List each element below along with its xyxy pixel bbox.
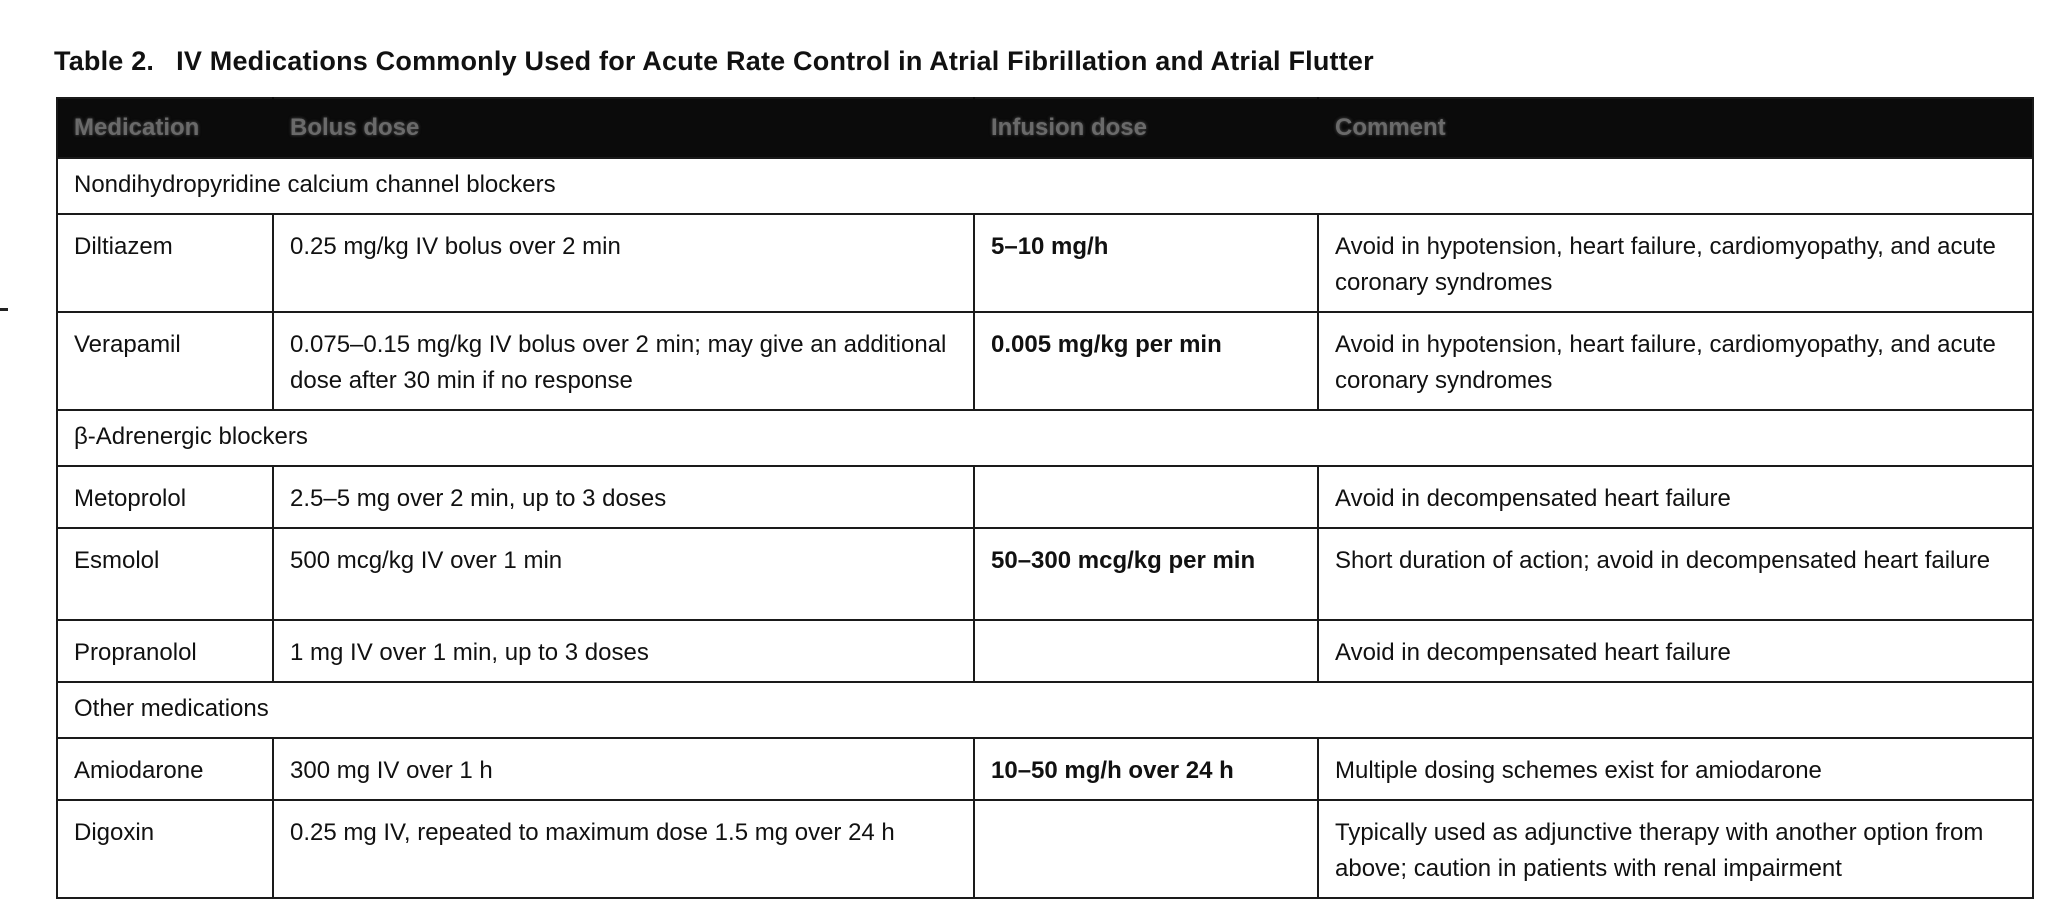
medication-cell: Diltiazem — [57, 214, 273, 312]
header-medication: Medication — [57, 98, 273, 158]
table-row — [57, 738, 2033, 800]
table-label: Table 2. — [54, 46, 155, 76]
comment-cell: Avoid in hypotension, heart failure, cardiomyopathy, and acute coronary syndromes — [1318, 312, 2033, 410]
table-row — [57, 528, 2033, 620]
medication-cell: Verapamil — [57, 312, 273, 410]
table-row — [57, 800, 2033, 898]
comment-cell: Short duration of action; avoid in decompensated heart failure — [1318, 528, 2033, 620]
header-infusion-dose: Infusion dose — [974, 98, 1318, 158]
bolus-cell: 0.25 mg/kg IV bolus over 2 min — [273, 214, 974, 312]
bolus-cell: 0.25 mg IV, repeated to maximum dose 1.5 mg over 24 h — [273, 800, 974, 898]
margin-mark — [0, 308, 8, 311]
group-row — [57, 682, 2033, 738]
group-row — [57, 410, 2033, 466]
table-title — [54, 46, 1374, 77]
infusion-cell — [974, 800, 1318, 898]
infusion-cell: 50–300 mcg/kg per min — [974, 528, 1318, 620]
table-title-text: IV Medications Commonly Used for Acute Rate Control in Atrial Fibrillation and Atrial Flutter — [176, 46, 1374, 76]
comment-cell: Avoid in decompensated heart failure — [1318, 466, 2033, 528]
comment-cell: Avoid in decompensated heart failure — [1318, 620, 2033, 682]
infusion-cell: 0.005 mg/kg per min — [974, 312, 1318, 410]
group-name: Nondihydropyridine calcium channel blockers — [57, 158, 2033, 214]
group-name: β-Adrenergic blockers — [57, 410, 2033, 466]
medication-cell: Digoxin — [57, 800, 273, 898]
bolus-cell: 0.075–0.15 mg/kg IV bolus over 2 min; may give an additional dose after 30 min if no response — [273, 312, 974, 410]
bolus-cell: 300 mg IV over 1 h — [273, 738, 974, 800]
infusion-cell — [974, 620, 1318, 682]
infusion-cell: 5–10 mg/h — [974, 214, 1318, 312]
table-row — [57, 620, 2033, 682]
medication-cell: Propranolol — [57, 620, 273, 682]
bolus-cell: 1 mg IV over 1 min, up to 3 doses — [273, 620, 974, 682]
comment-cell: Typically used as adjunctive therapy with another option from above; caution in patients with renal impairment — [1318, 800, 2033, 898]
header-bolus-dose: Bolus dose — [273, 98, 974, 158]
table-row — [57, 312, 2033, 410]
header-comment: Comment — [1318, 98, 2033, 158]
medication-cell: Metoprolol — [57, 466, 273, 528]
group-row — [57, 158, 2033, 214]
medication-cell: Amiodarone — [57, 738, 273, 800]
medication-table — [56, 97, 2034, 899]
table-row — [57, 466, 2033, 528]
bolus-cell: 500 mcg/kg IV over 1 min — [273, 528, 974, 620]
bolus-cell: 2.5–5 mg over 2 min, up to 3 doses — [273, 466, 974, 528]
medication-cell: Esmolol — [57, 528, 273, 620]
infusion-cell — [974, 466, 1318, 528]
infusion-cell: 10–50 mg/h over 24 h — [974, 738, 1318, 800]
comment-cell: Avoid in hypotension, heart failure, cardiomyopathy, and acute coronary syndromes — [1318, 214, 2033, 312]
header-row — [57, 98, 2033, 158]
group-name: Other medications — [57, 682, 2033, 738]
comment-cell: Multiple dosing schemes exist for amiodarone — [1318, 738, 2033, 800]
table-row — [57, 214, 2033, 312]
